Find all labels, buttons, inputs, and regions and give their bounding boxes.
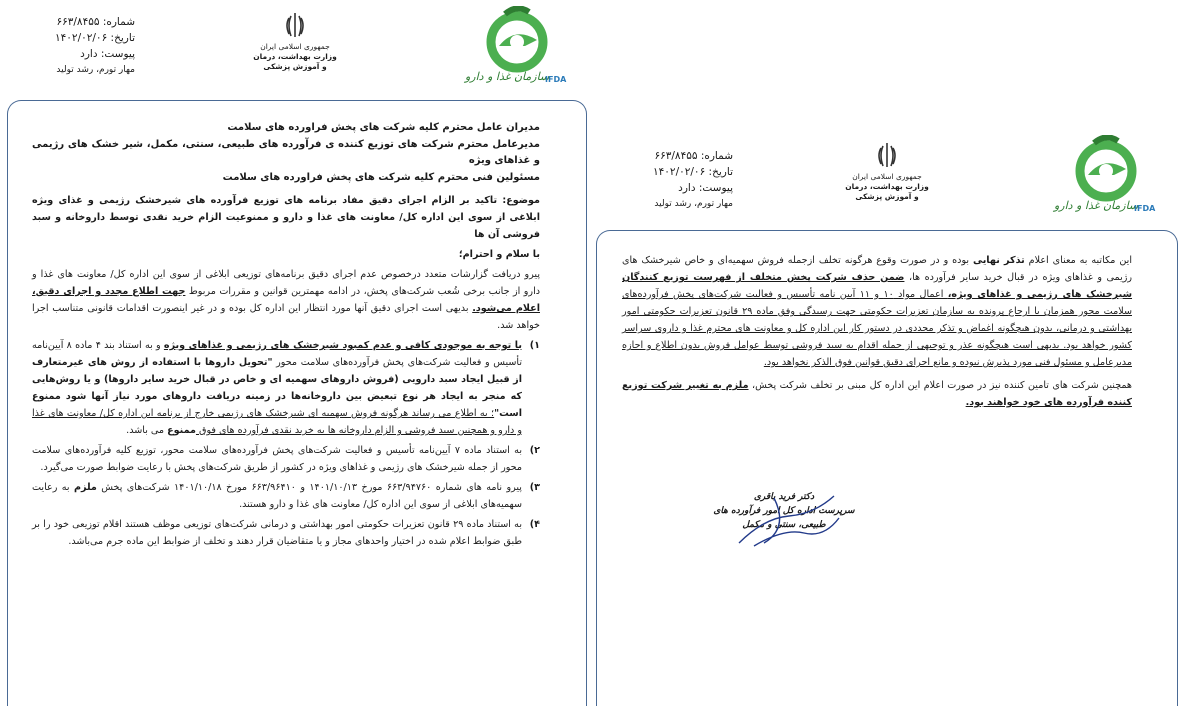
ministry-line2-2: وزارت بهداشت، درمان [845,182,929,191]
intro-paragraph [32,266,540,334]
item-1-number: ۱) [529,340,540,351]
item-2 [32,442,540,476]
letter-number-2: شماره: ۶۶۳/۸۴۵۵ [654,150,733,162]
letter-meta-2 [613,148,733,212]
letter-attachment: پیوست: دارد [80,48,135,60]
signatory-title-2: طبیعی، سنتی و مکمل [742,520,826,530]
ministry-line3-2: و آموزش پزشکی [855,192,919,201]
item-1 [32,337,540,439]
item-1-text-c: می باشد. [126,425,168,436]
svg-text:IFDA: IFDA [1134,204,1156,213]
item-3-text-b: به رعایت سهمیه‌های ابلاغی از سوی این اداره کل/ معاونت های غذا و دارو هستند. [32,482,522,510]
letter-page-1 [0,0,590,706]
letter-stamp: مهار تورم، رشد تولید [56,65,135,75]
signature-scribble-icon [734,488,844,550]
ministry-emblem [240,10,350,72]
letter-body [32,120,540,553]
letter-meta [15,14,135,78]
item-3 [32,479,540,513]
letter-subject: موضوع: تاکید بر الزام اجرای دقیق مفاد برنامه های توزیع فرآورده های شیرخشک رژیمی و غذای ویژه ابلاغی از سوی این اداره کل/ معاونت های غذا و دارو و ممنوعیت الزام خرید نقدی توسط داروخانه و سبد فروشی آن ها [32,195,540,240]
item-4 [32,516,540,550]
svg-text:سازمان غذا و دارو: سازمان غذا و دارو [1054,199,1139,212]
svg-text:سازمان غذا و دارو: سازمان غذا و دارو [465,70,550,83]
ministry-line2: وزارت بهداشت، درمان [253,52,337,61]
ifda-logo-icon [1044,135,1159,215]
letter-number: شماره: ۶۶۳/۸۴۵۵ [56,16,135,28]
letter-body-2 [622,252,1132,414]
item-4-number: ۴) [529,519,540,530]
intro-text-2: بدیهی است اجرای دقیق آنها مورد انتظار این اداره کل بوده و در غیر اینصورت اقدامات قانونی متناسب اجرا خواهد شد. [32,303,540,331]
item-3-text-a: پیرو نامه های شماره ۶۶۳/۹۴۷۶۰ مورخ ۱۴۰۱/۱۰/۱۳ و ۶۶۳/۹۶۴۱۰ مورخ ۱۴۰۱/۱۰/۱۸ شرکت‌های پخش [96,482,522,493]
ministry-line3: و آموزش پزشکی [263,62,327,71]
ministry-line1: جمهوری اسلامی ایران [260,42,330,51]
para1-text-c: اعمال مواد ۱۰ و ۱۱ آیین نامه تأسیس و فعالیت شرکت‌های پخش فرآورده‌های سلامت محور همزمان با ارجاع پرونده به سازمان تعزیرات حکومتی جهت رسیدگی وفق ماده ۲۹ قانون تعزیرات حکومتی امور بهداشتی و درمانی، بدون هیچگونه اغماض و تذکر مجددی در دستور کار این اداره کل و معاونت های محترم غذا و داروی سراسر کشور خواهد بود. بدیهی است هیچگونه عذر و توجیهی از جمله اقدام به سبد فروشی توسط عوامل فروش بدون اطلاع و اجازه مدیرعامل و مسئول فنی مورد پذیرش نبوده و مانع اجرای دقیق قوانین فوق الذکر نخواهد بود. [622,289,1132,368]
para1-text-a: این مکاتبه به معنای اعلام [1024,255,1132,266]
letter-stamp-2: مهار تورم، رشد تولید [654,199,733,209]
final-warning-paragraph [622,252,1132,371]
signatory-name: دکتر فرید باقری [753,492,815,502]
intro-text-1: پیرو دریافت گزارشات متعدد درخصوص عدم اجرای دقیق برنامه‌های توزیعی ابلاغی از سوی این اداره کل/ معاونت های غذا و دارو از جانب برخی شُعب شرکت‌های پخش، در ادامه مهمترین قوانین و مقررات مربوط [32,269,541,297]
item-2-text: به استناد ماده ۷ آیین‌نامه تأسیس و فعالیت شرکت‌های پخش فرآورده‌های سلامت محور، توزیع کلیه فرآورده‌های سلامت محور از جمله شیرخشک های رژیمی و غذاهای ویژه در کشور از طریق شرکت‌های پخش با رعایت ضوابط صورت می‌گیرد. [32,445,522,473]
ifda-logo-2 [1044,135,1159,215]
iran-emblem-icon [872,140,902,170]
svg-text:IFDA: IFDA [545,75,567,84]
iran-emblem-icon [280,10,310,40]
intro-bold: جهت اطلاع مجدد و اجرای دقیق، اعلام می‌شود. [32,286,540,314]
para1-bold-1: تذکر نهایی [973,255,1025,266]
para2-bold: ملزم به تغییر شرکت توزیع کننده فرآورده های خود خواهند بود. [622,380,1132,408]
para1-bold-2: ضمن حذف شرکت پخش متخلف از فهرست توزیع کنندگان شیرخشک های رژیمی و غذاهای ویژه، [622,272,1133,300]
greeting: با سلام و احترام؛ [458,249,540,260]
ministry-emblem-2 [832,140,942,202]
item-2-number: ۲) [529,445,540,456]
addressee-2: مدیرعامل محترم شرکت های توزیع کننده ی فرآورده های طبیعی، سنتی، مکمل، شیر خشک های رژیمی و غذاهای ویژه [32,138,540,166]
ministry-line1-2: جمهوری اسلامی ایران [852,172,922,181]
ifda-logo [455,6,570,86]
item-1-bold-a: با توجه به موجودی کافی و عدم کمبود شیرخشک های رژیمی و غذاهای ویژه [163,340,522,351]
letter-date: تاریخ: ۱۴۰۲/۰۲/۰۶ [55,32,135,44]
signatory-title-1: سرپرست اداره کل امور فرآورده های [713,506,855,516]
item-1-text-b: ؛ به اطلاع می رساند هرگونه فروش سهمیه ای شیرخشک های رژیمی خارج از برنامه این اداره کل/ معاونت های غذا و دارو و همچنین سبد فروشی و الزام داروخانه ها به خرید نقدی فرآورده های فوق [32,408,522,436]
para1-text-b: بوده و در صورت وقوع هرگونه تخلف ازجمله فروش سهمیه‌ای و خاص شیرخشک های رژیمی و غذاهای ویژه در قبال خرید سایر فرآورده ها، [622,255,1133,283]
letter-page-2 [594,0,1183,706]
ifda-logo-icon [455,6,570,86]
item-3-number: ۳) [529,482,540,493]
suppliers-paragraph [622,377,1132,411]
item-4-text: به استناد ماده ۲۹ قانون تعزیرات حکومتی امور بهداشتی و درمانی شرکت‌های توزیعی موظف هستند اقلام توزیعی خود را بر طبق ضوابط اعلام شده در اختیار واحدهای مجاز و یا متقاضیان قرار دهند و تخلف از ضوابط این ماده جرم می‌باشد. [32,519,522,547]
letter-date-2: تاریخ: ۱۴۰۲/۰۲/۰۶ [653,166,733,178]
letter-attachment-2: پیوست: دارد [678,182,733,194]
item-3-bold: ملزم [74,482,97,493]
item-1-bold-c: ممنوع [167,425,196,436]
addressee-1: مدیران عامل محترم کلیه شرکت های پخش فراورده های سلامت [227,122,540,133]
addressee-3: مسئولین فنی محترم کلیه شرکت های پخش فراورده های سلامت [222,171,540,183]
item-1-bold-b: "تحویل داروها با استفاده از روش های غیرمتعارف از قبیل ایجاد سبد دارویی (فروش داروهای سهمیه ای و خاص در قبال خرید سایر داروها) و یا روش‌هایی که منجر به ایجاد هر نوع تبعیض بین داروخانه‌ها در زمینه دریافت داروهای مورد نیاز آنها شود ممنوع است" [32,357,522,419]
para2-text-a: همچنین شرکت های تامین کننده نیز در صورت اعلام این اداره کل مبنی بر تخلف شرکت پخش، [748,380,1132,391]
item-1-text-a: و به استناد بند ۴ ماده ۸ آیین‌نامه تأسیس و فعالیت شرکت‌های پخش فرآورده‌های سلامت محور [32,340,523,368]
